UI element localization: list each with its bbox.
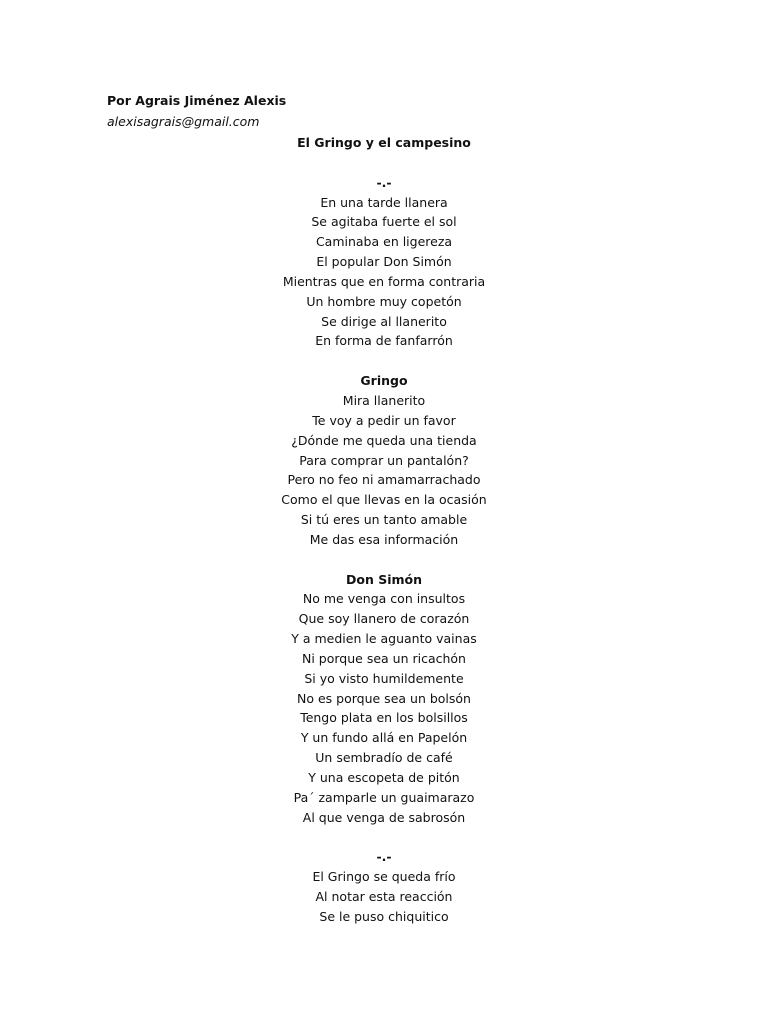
verse-line: Te voy a pedir un favor bbox=[312, 412, 456, 428]
verse-line: Y a medien le aguanto vainas bbox=[291, 631, 477, 647]
section-heading: Don Simón bbox=[345, 571, 422, 587]
verse-line: En una tarde llanera bbox=[320, 194, 448, 210]
verse-line: Mira llanerito bbox=[342, 392, 426, 408]
author-line: Por Agrais Jiménez Alexis bbox=[107, 93, 287, 108]
verse-line: En forma de fanfarrón bbox=[315, 333, 453, 349]
verse-line: Se dirige al llanerito bbox=[321, 313, 447, 329]
verse-line: Se le puso chiquitico bbox=[319, 908, 449, 924]
poem bbox=[184, 133, 584, 927]
section-heading: -.- bbox=[376, 174, 392, 190]
verse-line: Pa´ zamparle un guaimarazo bbox=[293, 789, 475, 805]
poem-title: El Gringo y el campesino bbox=[297, 135, 471, 150]
author-email: alexisagrais@gmail.com bbox=[107, 114, 260, 129]
blank-line bbox=[184, 351, 584, 371]
poem-section-gringo bbox=[184, 371, 584, 550]
section-heading: -.- bbox=[376, 849, 392, 865]
blank-line bbox=[184, 153, 584, 173]
verse-line: Se agitaba fuerte el sol bbox=[311, 214, 457, 230]
poem-section-intro bbox=[184, 173, 584, 352]
verse-line: Si yo visto humildemente bbox=[304, 670, 464, 686]
verse-line: Ni porque sea un ricachón bbox=[302, 650, 466, 666]
verse-line: No me venga con insultos bbox=[302, 591, 466, 607]
verse-line: Pero no feo ni amamarrachado bbox=[287, 472, 481, 488]
verse-line: Para comprar un pantalón? bbox=[299, 452, 469, 468]
poem-section-ending bbox=[184, 847, 584, 926]
verse-line: Me das esa información bbox=[309, 531, 459, 547]
verse-line: El Gringo se queda frío bbox=[312, 869, 456, 885]
verse-line: Al notar esta reacción bbox=[315, 889, 453, 905]
verse-line: Caminaba en ligereza bbox=[315, 234, 453, 250]
blank-line bbox=[184, 828, 584, 848]
verse-line: Tengo plata en los bolsillos bbox=[300, 710, 468, 726]
blank-line bbox=[184, 550, 584, 570]
verse-line: No es porque sea un bolsón bbox=[297, 690, 471, 706]
verse-line: Y una escopeta de pitón bbox=[308, 770, 460, 785]
poem-section-don-simon bbox=[184, 570, 584, 828]
verse-line: El popular Don Simón bbox=[316, 254, 452, 270]
verse-line: Al que venga de sabrosón bbox=[302, 809, 466, 825]
verse-line: Si tú eres un tanto amable bbox=[300, 512, 468, 528]
section-heading: Gringo bbox=[360, 373, 408, 389]
verse-line: Un hombre muy copetón bbox=[306, 293, 462, 309]
verse-line: ¿Dónde me queda una tienda bbox=[291, 432, 477, 448]
verse-line: Un sembradío de café bbox=[315, 750, 453, 766]
verse-line: Que soy llanero de corazón bbox=[298, 611, 470, 627]
verse-line: Y un fundo allá en Papelón bbox=[300, 730, 468, 746]
verse-line: Mientras que en forma contraria bbox=[282, 273, 486, 289]
verse-line: Como el que llevas en la ocasión bbox=[281, 492, 487, 508]
